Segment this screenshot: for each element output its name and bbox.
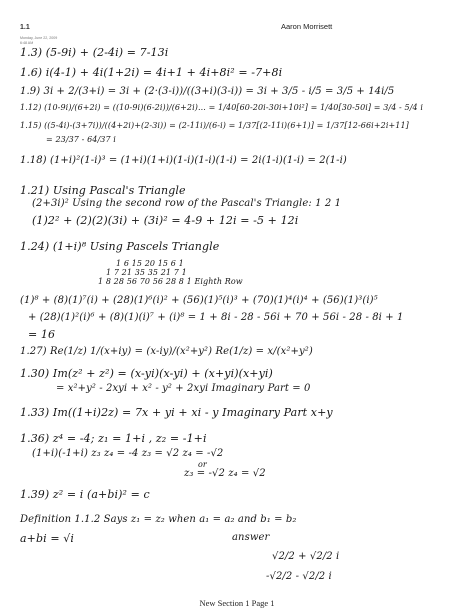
page-footer: New Section 1 Page 1 xyxy=(199,598,275,608)
work-line: (1)2² + (2)(2)(3i) + (3i)² = 4-9 + 12i = -5 + 12i xyxy=(32,214,299,227)
author-name: Aaron Morrisett xyxy=(281,22,333,31)
work-line: 1.9) 3i + 2/(3+i) = 3i + (2·(3-i))/((3+i)(3-i)) = 3i + 3/5 - i/5 = 3/5 + 14i/5 xyxy=(20,86,395,97)
work-line: (2+3i)² Using the second row of the Pascal's Triangle: 1 2 1 xyxy=(32,198,342,209)
work-line: Definition 1.1.2 Says z₁ = z₂ when a₁ = a₂ and b₁ = b₂ xyxy=(20,514,297,525)
work-line: = 16 xyxy=(28,328,56,341)
work-line: (1)⁸ + (8)(1)⁷(i) + (28)(1)⁶(i)² + (56)(1)⁵(i)³ + (70)(1)⁴(i)⁴ + (56)(1)³(i)⁵ xyxy=(20,295,378,306)
note-time: 6:48 AM xyxy=(20,41,34,45)
note-date: Monday, June 22, 2009 xyxy=(20,36,58,40)
answer-label: answer xyxy=(232,532,270,543)
work-line: 1.21) Using Pascal's Triangle xyxy=(20,184,186,197)
work-line: 1.18) (1+i)²(1-i)³ = (1+i)(1+i)(1-i)(1-i)(1-i) = 2i(1-i)(1-i) = 2(1-i) xyxy=(20,155,347,166)
work-line: z₃ = -√2 z₄ = √2 xyxy=(184,468,266,479)
work-line: 1.36) z⁴ = -4; z₁ = 1+i , z₂ = -1+i xyxy=(20,432,207,445)
work-line: 1.30) Im(z² + z²) = (x-yi)(x-yi) + (x+yi)(x+yi) xyxy=(20,367,273,380)
work-line: 1.3) (5-9i) + (2-4i) = 7-13i xyxy=(20,46,169,59)
work-line: 1.33) Im((1+i)2z) = 7x + yi + xi - y Imaginary Part x+y xyxy=(20,406,333,419)
work-line: + (28)(1)²(i)⁶ + (8)(1)(i)⁷ + (i)⁸ = 1 + 8i - 28 - 56i + 70 + 56i - 28 - 8i + 1 xyxy=(28,312,404,323)
work-line: 1.24) (1+i)⁸ Using Pascels Triangle xyxy=(20,240,220,253)
pascal-row: 1 6 15 20 15 6 1 xyxy=(116,259,184,268)
work-line: 1.27) Re(1/z) 1/(x+iy) = (x-iy)/(x²+y²) Re(1/z) = x/(x²+y²) xyxy=(20,346,313,357)
work-line: 1.15) ((5-4i)-(3+7i))/((4+2i)+(2-3i)) = (2-11i)/(6-i) = 1/37[(2-11i)(6+1)] = 1/37[12-66i+2i+11] xyxy=(20,121,409,130)
work-line: a+bi = √i xyxy=(20,532,74,545)
work-line: 1.6) i(4-1) + 4i(1+2i) = 4i+1 + 4i+8i² = -7+8i xyxy=(20,66,283,79)
pascal-row: 1 7 21 35 35 21 7 1 xyxy=(106,268,187,277)
answer-value: √2/2 + √2/2 i xyxy=(272,551,340,562)
work-line: 1.12) (10-9i)/(6+2i) = ((10-9i)(6-2i))/(6+2i)... = 1/40[60-20i-30i+10i²] = 1/40[30-50i] = 3/4 - 5/4 i xyxy=(20,103,423,112)
pascal-row: 1 8 28 56 70 56 28 8 1 Eighth Row xyxy=(98,277,243,286)
answer-value: -√2/2 - √2/2 i xyxy=(266,571,332,582)
work-line: (1+i)(-1+i) z₃ z₄ = -4 z₃ = √2 z₄ = -√2 xyxy=(32,448,224,459)
work-line: or xyxy=(198,460,207,469)
work-line: 1.39) z² = i (a+bi)² = c xyxy=(20,488,150,501)
work-line: = x²+y² - 2xyi + x² - y² + 2xyi Imaginary Part = 0 xyxy=(56,383,311,394)
work-line: = 23/37 - 64/37 i xyxy=(46,135,116,144)
section-number: 1.1 xyxy=(20,24,30,31)
